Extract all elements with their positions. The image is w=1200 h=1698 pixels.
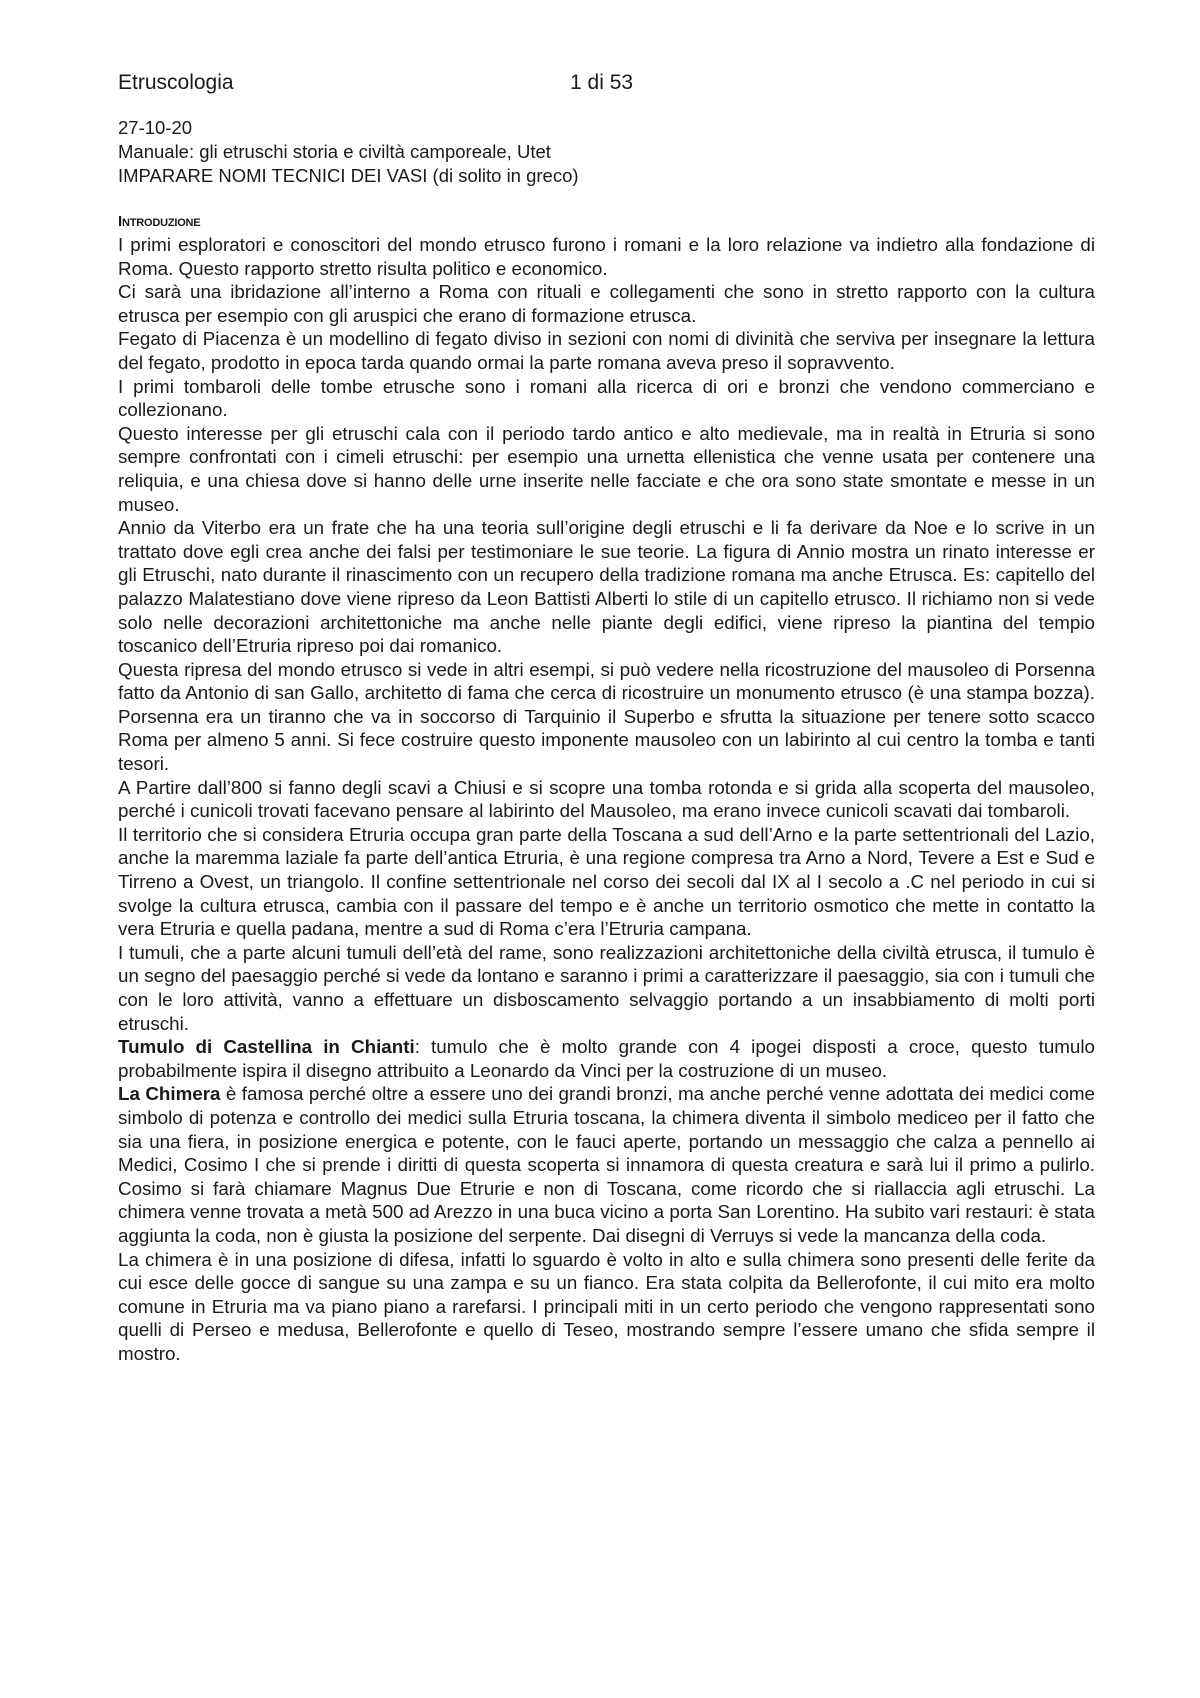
paragraph: Questo interesse per gli etruschi cala con il periodo tardo antico e alto medievale, ma in realtà in Etruria si sono sempre confrontati con i cimeli etruschi: per esempio una urnetta ellenistica che venne usata per contenere una reliquia, e una chiesa dove si hanno delle urne inserite nelle facciate e che ora sono state smontate e messe in un museo. xyxy=(118,422,1095,515)
manual-reference: Manuale: gli etruschi storia e civiltà camporeale, Utet xyxy=(118,141,551,162)
document-title: Etruscologia xyxy=(118,71,234,94)
paragraph: Questa ripresa del mondo etrusco si vede in altri esempi, si può vedere nella ricostruzione del mausoleo di Porsenna fatto da Antonio di san Gallo, architetto di fama che cerca di ricostruire un monumento etrusco (è una stampa bozza). Porsenna era un tiranno che va in soccorso di Tarquinio il Superbo e sfrutta la situazione per tenere sotto scacco Roma per almeno 5 anni. Si fece costruire questo imponente mausoleo con un labirinto al cui centro la tomba e tanti tesori. xyxy=(118,658,1095,775)
bold-term: La Chimera xyxy=(118,1083,221,1105)
paragraph: Il territorio che si considera Etruria occupa gran parte della Toscana a sud dell’Arno e la parte settentrionali del Lazio, anche la maremma laziale fa parte dell’antica Etruria, è una regione compresa tra Arno a Nord, Tevere a Est e Sud e Tirreno a Ovest, un triangolo. Il confine settentrionale nel corso dei secoli dal IX al I secolo a .C nel periodo in cui si svolge la cultura etrusca, cambia con il passare del tempo e è anche un territorio osmotico che mette in contatto la vera Etruria e quella padana, mentre a sud di Roma c’era l’Etruria campana. xyxy=(118,823,1095,940)
paragraph: A Partire dall’800 si fanno degli scavi a Chiusi e si scopre una tomba rotonda e si grida alla scoperta del mausoleo, perché i cunicoli trovati facevano pensare al labirinto del Mausoleo, ma erano invece cunicoli scavati dai tombaroli. xyxy=(118,776,1095,822)
bold-term: Tumulo di Castellina in Chianti xyxy=(118,1036,415,1058)
lecture-meta xyxy=(118,116,1095,188)
page-indicator: 1 di 53 xyxy=(570,71,634,94)
lecture-date: 27-10-20 xyxy=(118,117,193,138)
paragraph: Ci sarà una ibridazione all’interno a Roma con rituali e collegamenti che sono in stretto rapporto con la cultura etrusca per esempio con gli aruspici che erano di formazione etrusca. xyxy=(118,281,1095,326)
paragraph: Annio da Viterbo era un frate che ha una teoria sull’origine degli etruschi e li fa derivare da Noe e lo scrive in un trattato dove egli crea anche dei falsi per testimoniare le sue teorie. La figura di Annio mostra un rinato interesse er gli Etruschi, nato durante il rinascimento con un recupero della tradizione romana ma anche Etrusca. Es: capitello del palazzo Malatestiano dove viene ripreso da Leon Battisti Alberti lo stile di un capitello etrusco. Il richiamo non si vede solo nelle decorazioni architettoniche ma anche nelle piante degli edifici, viene ripreso la piantina del tempio toscanico dell’Etruria ripreso poi dai romanico. xyxy=(118,517,1095,657)
paragraph: Fegato di Piacenza è un modellino di fegato diviso in sezioni con nomi di divinità che serviva per insegnare la lettura del fegato, prodotto in epoca tarda quando ormai la parte romana aveva preso il sopravvento. xyxy=(118,328,1095,373)
paragraph: Tumulo di Castellina in Chianti: tumulo che è molto grande con 4 ipogei disposti a croce, questo tumulo probabilmente ispira il disegno attribuito a Leonardo da Vinci per la costruzione di un museo. xyxy=(118,1036,1095,1081)
paragraph: I primi tombaroli delle tombe etrusche sono i romani alla ricerca di ori e bronzi che vendono commerciano e collezionano. xyxy=(118,375,1095,421)
section-heading: Introduzione xyxy=(118,213,201,230)
paragraph: La Chimera è famosa perché oltre a essere uno dei grandi bronzi, ma anche perché venne adottata dei medici come simbolo di potenza e controllo dei medici sulla Etruria toscana, la chimera diventa il simbolo mediceo per il fatto che sia una fiera, in posizione energica e potente, con le fauci aperte, portando un messaggio che calza a pennello ai Medici, Cosimo I che si prende i diritti di questa scoperta si innamora di questa creatura e sarà lui il primo a pulirlo. Cosimo si farà chiamare Magnus Due Etrurie e non di Toscana, come ricordo che si riallaccia agli etruschi. La chimera venne trovata a metà 500 ad Arezzo in una buca vicino a porta San Lorentino. Ha subito vari restauri: è stata aggiunta la coda, non è giusta la posizione del serpente. Dai disegni di Verruys si vede la mancanza della coda. xyxy=(118,1083,1095,1246)
body-text xyxy=(118,233,1095,1366)
page-header xyxy=(118,68,1095,98)
paragraph: La chimera è in una posizione di difesa, infatti lo sguardo è volto in alto e sulla chimera sono presenti delle ferite da cui esce delle gocce di sangue su una zampa e su un fianco. Era stata colpita da Bellerofonte, il cui mito era molto comune in Etruria ma va piano piano a rarefarsi. I principali miti in un certo periodo che vengono rappresentati sono quelli di Perseo e medusa, Bellerofonte e quello di Teseo, mostrando sempre l’essere umano che sfida sempre il mostro. xyxy=(118,1248,1095,1364)
paragraph: I tumuli, che a parte alcuni tumuli dell’età del rame, sono realizzazioni architettoniche della civiltà etrusca, il tumulo è un segno del paesaggio perché si vede da lontano e saranno i primi a caratterizzare il paesaggio, sia con i tumuli che con le loro attività, vanno a effettuare un disboscamento selvaggio portando a un insabbiamento di molti porti etruschi. xyxy=(118,941,1095,1034)
paragraph: I primi esploratori e conoscitori del mondo etrusco furono i romani e la loro relazione va indietro alla fondazione di Roma. Questo rapporto stretto risulta politico e economico. xyxy=(118,234,1095,279)
study-note: IMPARARE NOMI TECNICI DEI VASI (di solito in greco) xyxy=(118,165,579,186)
